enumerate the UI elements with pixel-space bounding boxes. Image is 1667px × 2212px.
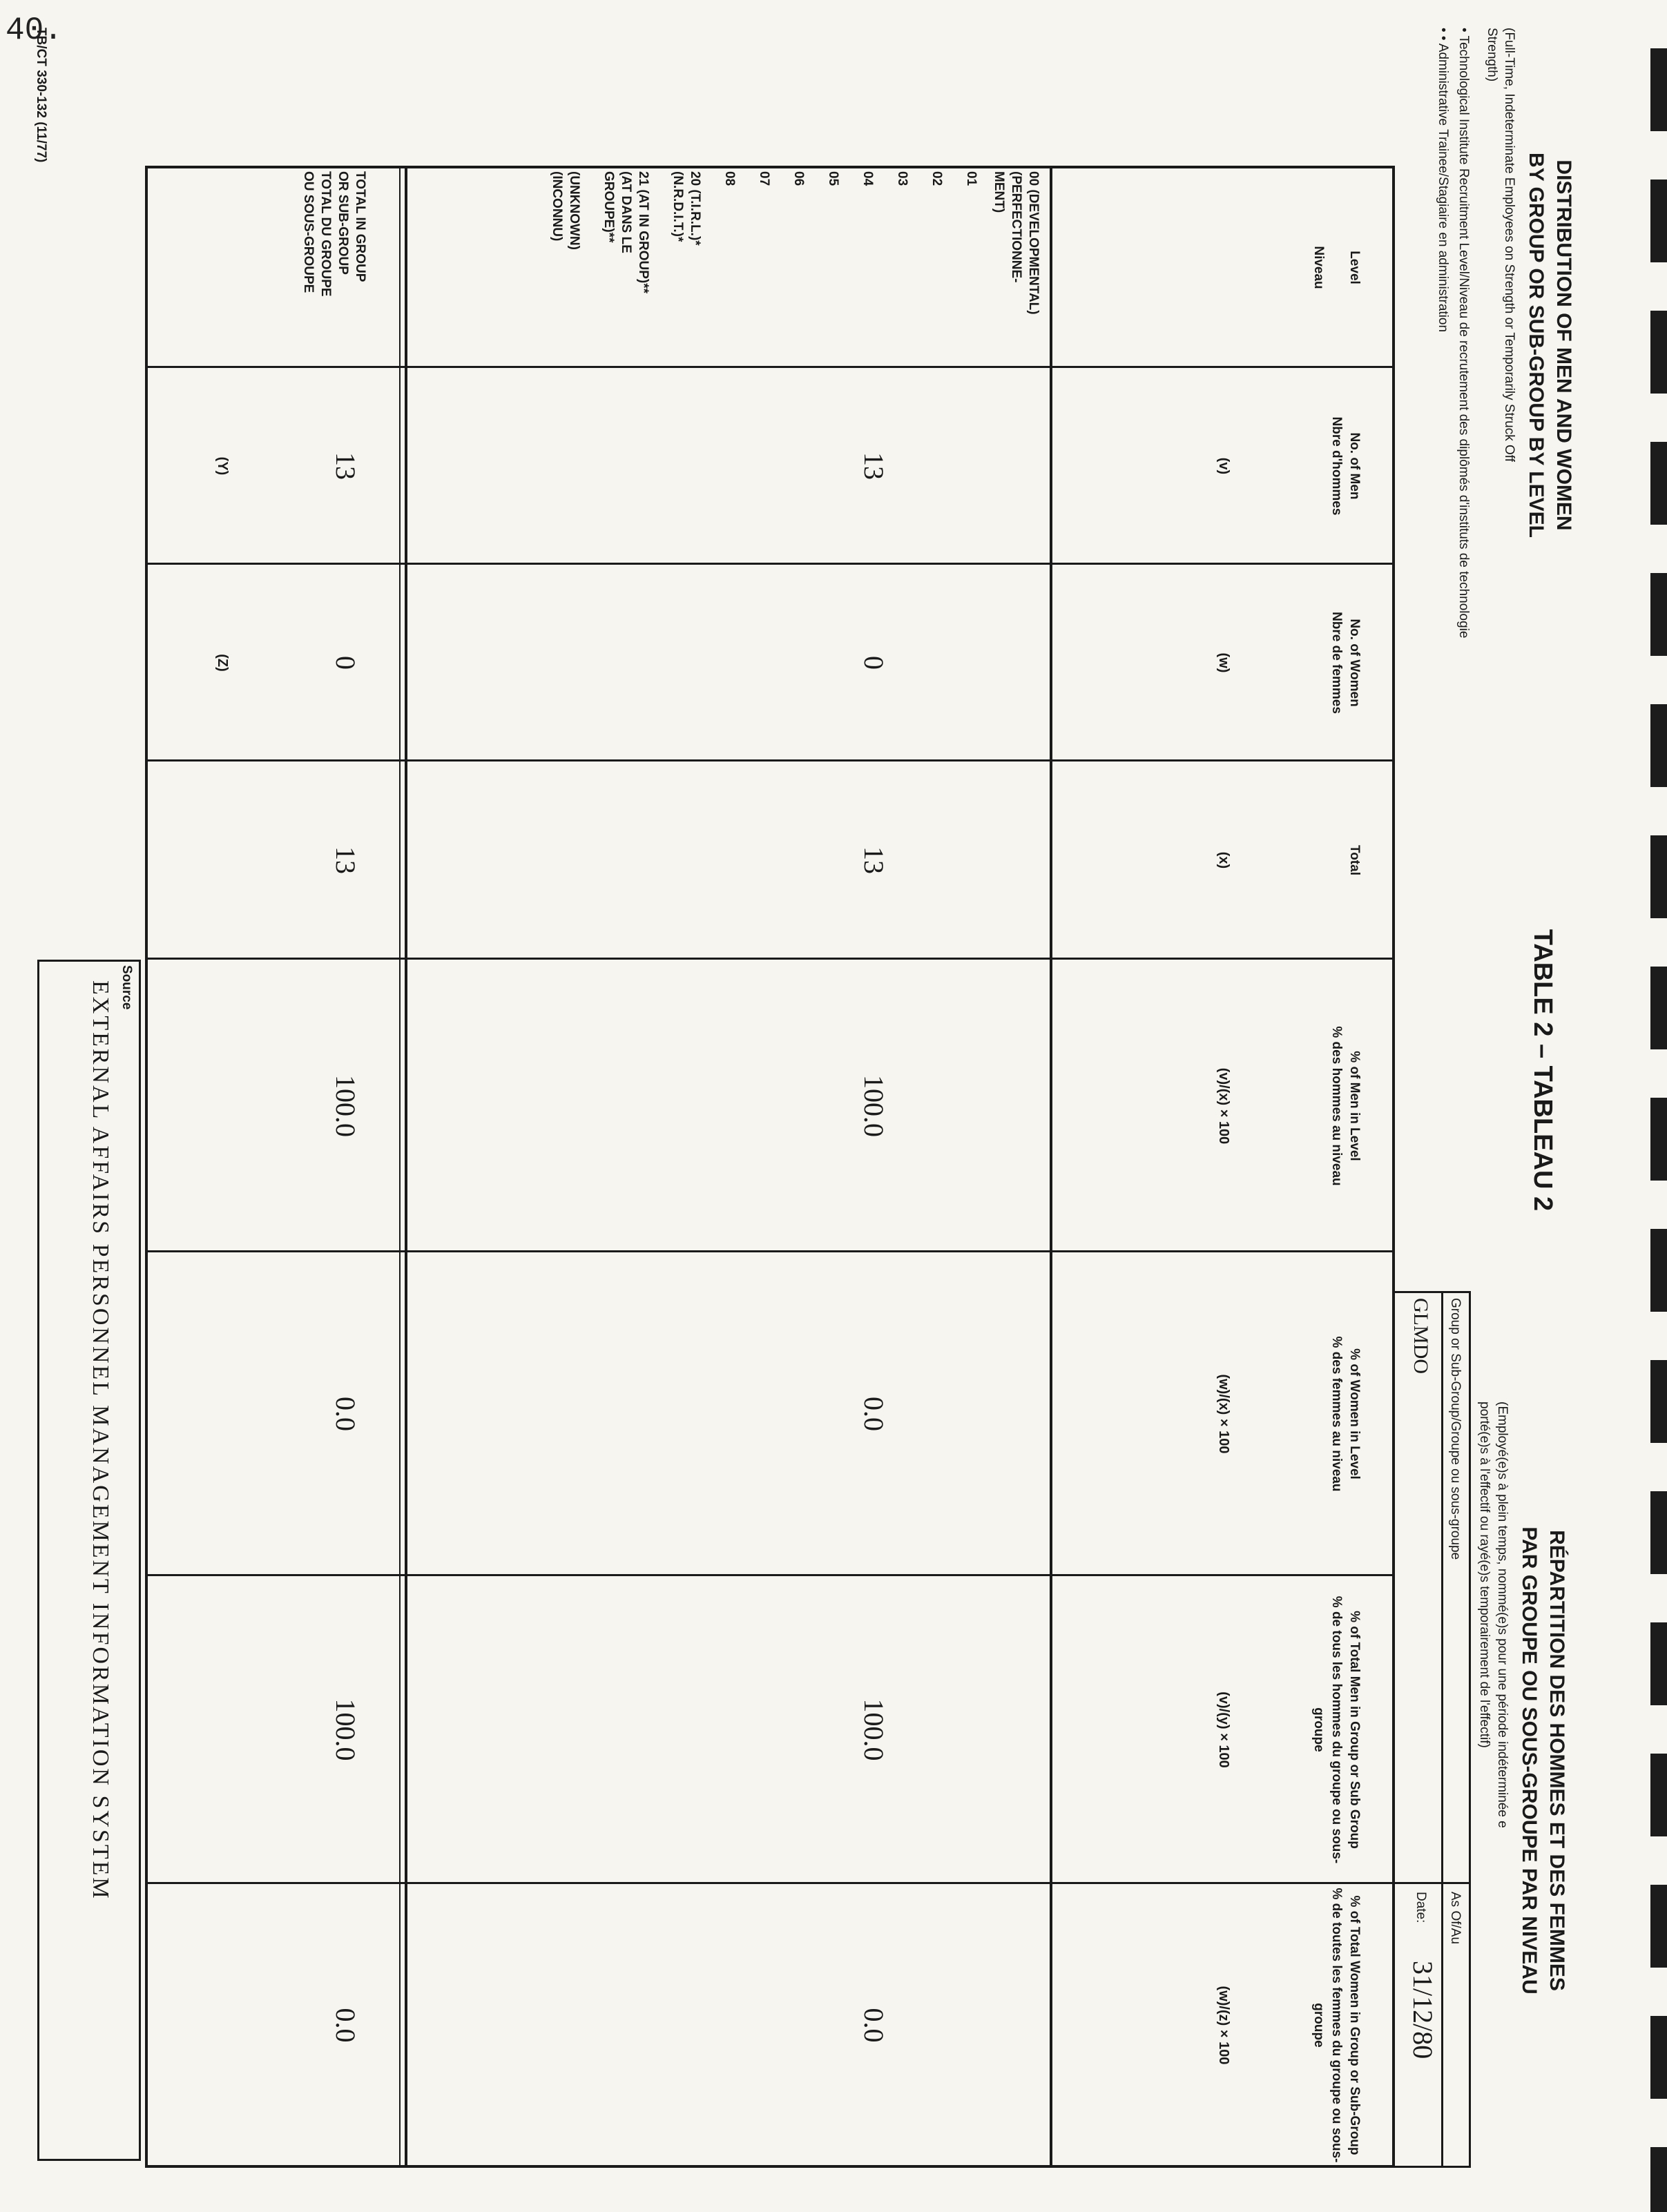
level-04-pct-men-level: 100.0 — [858, 1075, 889, 1137]
totals-women: 0 — [330, 656, 361, 670]
row-label-level-08: 08 — [722, 171, 737, 186]
col-header-men: No. of Men Nbre d'hommes — [1329, 416, 1362, 516]
row-label-level-02: 02 — [929, 171, 944, 186]
row-label-level-05: 05 — [826, 171, 840, 186]
col-formula-pct-total-men: (v)/(y) × 100 — [1216, 1691, 1231, 1768]
col-formula-women: (w) — [1216, 652, 1231, 673]
level-04-men: 13 — [858, 452, 889, 480]
col-header-pct-women-level: % of Women in Level % des femmes au niveau — [1329, 1336, 1362, 1492]
col-header-total: Total — [1347, 845, 1362, 875]
table-title: TABLE 2 – TABLEAU 2 — [1528, 929, 1557, 1212]
header-left-title: DISTRIBUTION OF MEN AND WOMEN — [1552, 159, 1575, 531]
level-04-pct-total-women: 0.0 — [858, 2008, 889, 2043]
header-right-note-2: porté(e)s à l'effectif ou rayé(e)s temporairement de l'effectif) — [1477, 1401, 1492, 1748]
col-header-women: No. of Women Nbre de femmes — [1329, 612, 1362, 714]
col-header-pct-total-women: % of Total Women in Group or Sub-Group % de toutes les femmes du groupe ou sous-groupe — [1311, 1888, 1362, 2163]
col-divider — [145, 1882, 1395, 1884]
row-label-level-03: 03 — [895, 171, 909, 186]
level-04-pct-total-men: 100.0 — [858, 1698, 889, 1761]
header-left-subtitle: BY GROUP OR SUB-GROUP BY LEVEL — [1525, 153, 1548, 538]
row-label-level-07: 07 — [757, 171, 771, 186]
col-divider — [145, 1574, 1395, 1576]
as-of-label: As Of/Au — [1448, 1892, 1463, 1945]
col-divider — [145, 563, 1395, 565]
totals-pct-total-men: 100.0 — [330, 1698, 361, 1761]
footnote-2: • • Administrative Trainee/Stagiaire en administration — [1436, 28, 1450, 333]
date-label: Date: — [1414, 1892, 1428, 1923]
group-label-underline — [1441, 1291, 1443, 2168]
totals-row-divider — [405, 166, 407, 2168]
form-id: TB/CT 330-132 (11/77) — [34, 28, 48, 163]
col-header-level: Level Niveau — [1311, 246, 1362, 289]
totals-men: 13 — [330, 452, 361, 480]
row-label-level-21: 21 (AT IN GROUP)** (AT DANS LE GROUPE)** — [601, 171, 651, 294]
source-value: EXTERNAL AFFAIRS PERSONNEL MANAGEMENT INFORMATION SYSTEM — [88, 980, 113, 1901]
totals-pct-total-women: 0.0 — [330, 2008, 361, 2043]
level-04-pct-women-level: 0.0 — [858, 1397, 889, 1431]
row-label-level-04: 04 — [860, 171, 875, 186]
col-formula-pct-women-level: (w)/(x) × 100 — [1216, 1374, 1231, 1454]
row-label-level-00-text: 00 (DEVELOPMENTAL) (PERFECTIONNE- MENT) — [992, 171, 1041, 315]
col-divider — [145, 759, 1395, 761]
source-label: Source — [119, 965, 134, 1010]
col-divider — [145, 958, 1395, 960]
col-header-pct-total-men: % of Total Men in Group or Sub Group % de tous les hommes du groupe ou sous-groupe — [1311, 1595, 1362, 1864]
group-label: Group or Sub-Group/Groupe ou sous-groupe — [1448, 1298, 1463, 1560]
header-right-note-1: (Employé(e)s à plein temps, nommé(e)s pour une période indéterminée e — [1495, 1401, 1510, 1828]
group-value: GLMDO — [1409, 1298, 1432, 1374]
header-row-divider — [1050, 166, 1052, 2168]
footnote-1: • Technological Institute Recruitment Level/Niveau de recrutement des diplômés d'instituts de technologie — [1456, 28, 1471, 639]
group-date-divider — [1395, 1882, 1471, 1884]
totals-label: TOTAL IN GROUP OR SUB-GROUP TOTAL DU GROUPE OU SOUS-GROUPE — [301, 171, 367, 297]
totals-z-label: (Z) — [215, 654, 230, 672]
level-04-total: 13 — [858, 846, 889, 874]
totals-total: 13 — [330, 846, 361, 874]
row-label-level-01: 01 — [964, 171, 979, 186]
header-left-note: (Full-Time, Indeterminate Employees on Strength or Temporarily Struck Off Strength) — [1485, 28, 1516, 463]
page-number: 40. — [6, 12, 63, 48]
totals-pct-women: 0.0 — [330, 1397, 361, 1431]
col-formula-total: (x) — [1216, 851, 1231, 869]
date-value: 31/12/80 — [1407, 1961, 1438, 2059]
row-label-unknown: (UNKNOWN) (INCONNU) — [550, 171, 581, 250]
row-label-level-20: 20 (T.I.R.L.)* (N.R.D.I.T.)* — [671, 171, 702, 246]
header-right-subtitle: PAR GROUPE OU SOUS-GROUPE PAR NIVEAU — [1518, 1526, 1541, 1995]
header-right-title: RÉPARTITION DES HOMMES ET DES FEMMES — [1545, 1530, 1568, 1991]
totals-pct-men: 100.0 — [330, 1075, 361, 1137]
col-formula-pct-men-level: (v)/(x) × 100 — [1216, 1067, 1231, 1145]
col-formula-pct-total-women: (w)/(z) × 100 — [1216, 1986, 1231, 2065]
row-label-level-06: 06 — [791, 171, 806, 186]
totals-row-divider-2 — [399, 166, 401, 2168]
col-divider — [145, 366, 1395, 368]
col-header-pct-men-level: % of Men in Level % des hommes au niveau — [1329, 1026, 1362, 1186]
level-04-women: 0 — [858, 656, 889, 670]
totals-y-label: (Y) — [215, 456, 230, 476]
col-formula-men: (v) — [1216, 457, 1231, 475]
